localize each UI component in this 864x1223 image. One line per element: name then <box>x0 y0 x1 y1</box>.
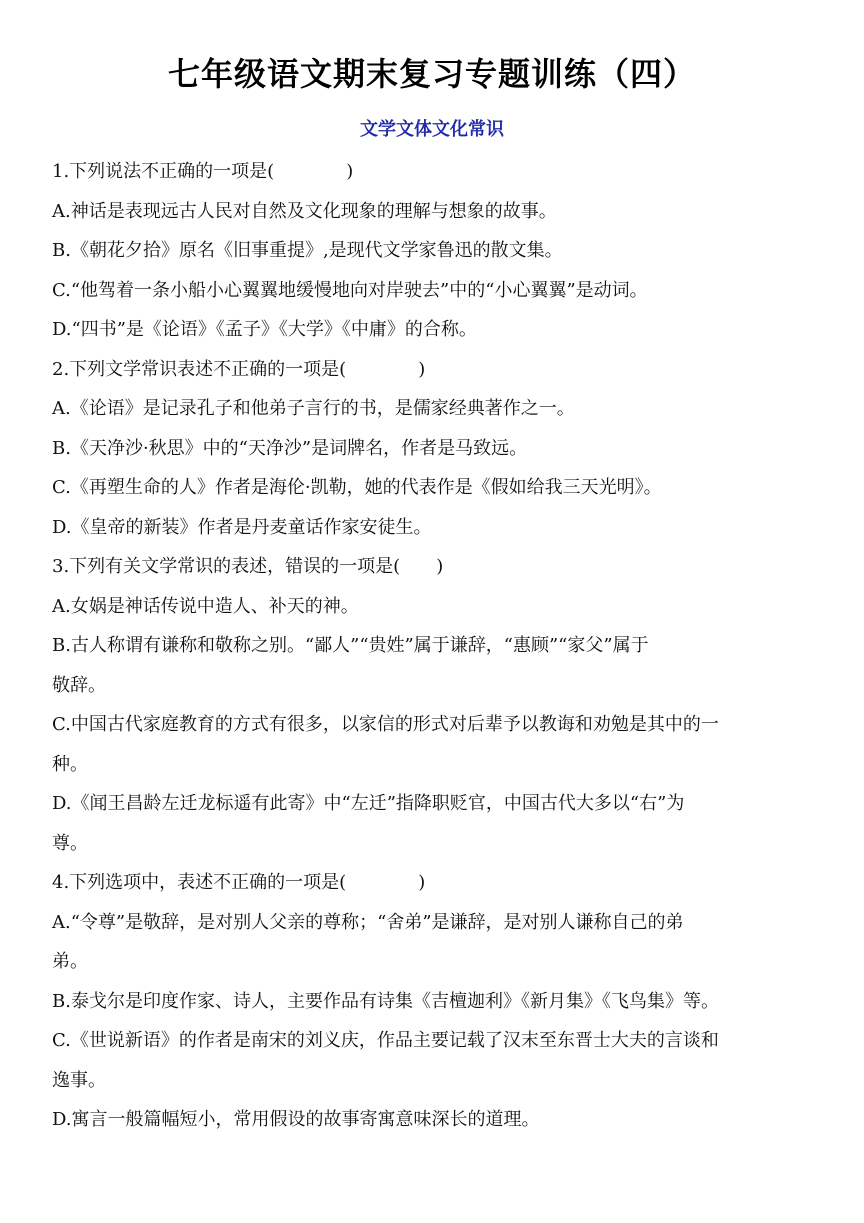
question-3-option-d: D.《闻王昌龄左迁龙标遥有此寄》中“左迁”指降职贬官，中国古代大多以“右”为 <box>52 793 685 814</box>
question-4-option-b: B.泰戈尔是印度作家、诗人，主要作品有诗集《吉檀迦利》《新月集》《飞鸟集》等。 <box>52 990 719 1012</box>
question-1-option-a: A.神话是表现远古人民对自然及文化现象的理解与想象的故事。 <box>52 200 557 222</box>
question-4-option-a: A.“令尊”是敬辞，是对别人父亲的尊称；“舍弟”是谦辞，是对别人谦称自己的弟 <box>52 911 684 933</box>
question-3-option-a: A.女娲是神话传说中造人、补天的神。 <box>52 595 359 617</box>
question-4-option-d: D.寓言一般篇幅短小，常用假设的故事寄寓意味深长的道理。 <box>52 1109 540 1130</box>
question-4-option-c: C.《世说新语》的作者是南宋的刘义庆，作品主要记载了汉末至东晋士大夫的言谈和 <box>52 1030 719 1051</box>
question-3-option-b-cont: 敬辞。 <box>52 674 106 696</box>
question-4-option-c-cont: 逸事。 <box>52 1069 106 1091</box>
page-title: 七年级语文期末复习专题训练（四） <box>167 55 696 93</box>
question-2-option-a: A.《论语》是记录孔子和他弟子言行的书，是儒家经典著作之一。 <box>52 398 575 419</box>
section-heading: 文学文体文化常识 <box>360 119 504 140</box>
question-4-option-a-cont: 弟。 <box>52 951 88 972</box>
question-1-option-b: B.《朝花夕拾》原名《旧事重提》,是现代文学家鲁迅的散文集。 <box>52 240 563 261</box>
question-1-option-c: C.“他驾着一条小船小心翼翼地缓慢地向对岸驶去”中的“小心翼翼”是动词。 <box>52 279 648 301</box>
question-3-option-b: B.古人称谓有谦称和敬称之别。“鄙人”“贵姓”属于谦辞，“惠顾”“家父”属于 <box>52 635 649 656</box>
question-3-option-d-cont: 尊。 <box>52 832 88 854</box>
question-2-option-c: C.《再塑生命的人》作者是海伦·凯勒，她的代表作是《假如给我三天光明》。 <box>52 477 662 498</box>
question-1-option-d: D.“四书”是《论语》《孟子》《大学》《中庸》的合称。 <box>52 319 477 340</box>
question-4-stem: 4.下列选项中，表述不正确的一项是( ) <box>52 872 426 893</box>
question-2-stem: 2.下列文学常识表述不正确的一项是( ) <box>52 358 426 380</box>
question-1-stem: 1.下列说法不正确的一项是( ) <box>52 161 354 182</box>
question-2-option-b: B.《天净沙·秋思》中的“天净沙”是词牌名，作者是马致远。 <box>52 437 528 459</box>
question-2-option-d: D.《皇帝的新装》作者是丹麦童话作家安徒生。 <box>52 516 432 538</box>
question-3-option-c-cont: 种。 <box>52 753 88 775</box>
question-body <box>52 152 822 1140</box>
question-3-option-c: C.中国古代家庭教育的方式有很多，以家信的形式对后辈予以教诲和劝勉是其中的一 <box>52 714 719 735</box>
question-3-stem: 3.下列有关文学常识的表述，错误的一项是( ) <box>52 556 444 577</box>
